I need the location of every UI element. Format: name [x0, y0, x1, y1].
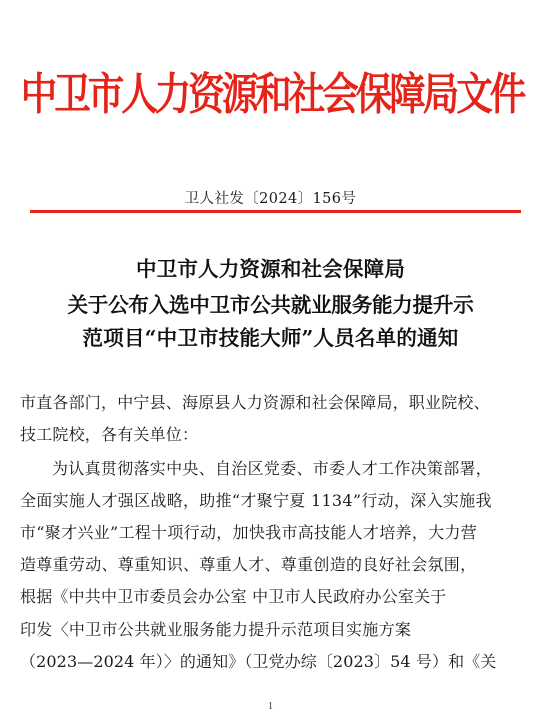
notice-title-line-3: 范项目“中卫市技能大师”人员名单的通知 [82, 326, 459, 350]
addressee-line-1: 市直各部门，中宁县、海原县人力资源和社会保障局，职业院校、 [20, 393, 490, 412]
document-number: 卫人社发〔2024〕156号 [184, 191, 357, 207]
addressee-line-2: 技工院校，各有关单位： [20, 425, 199, 444]
body-text-line: 根据《中共中卫市委员会办公室 中卫市人民政府办公室关于 [20, 587, 447, 606]
page-number: 1 [268, 701, 273, 712]
notice-title-line-2: 关于公布入选中卫市公共就业服务能力提升示 [67, 293, 474, 317]
body-text-line: 市“聚才兴业”工程十项行动，加快我市高技能人才培养，大力营 [20, 523, 478, 542]
body-text-line: （2023—2024 年）〉的通知》（卫党办综〔2023〕54 号）和《关 [20, 652, 497, 671]
body-text-line: 为认真贯彻落实中央、自治区党委、市委人才工作决策部署， [52, 459, 493, 478]
body-text-line: 印发〈中卫市公共就业服务能力提升示范项目实施方案 [20, 620, 412, 639]
body-text-line: 造尊重劳动、尊重知识、尊重人才、尊重创造的良好社会氛围， [20, 555, 477, 574]
red-divider-line [30, 210, 521, 213]
body-text-line: 全面实施人才强区战略，助推“才聚宁夏 1134”行动，深入实施我 [20, 491, 492, 510]
letterhead-title: 中卫市人力资源和社会保障局文件 [20, 68, 524, 120]
notice-title-line-1: 中卫市人力资源和社会保障局 [135, 257, 406, 281]
